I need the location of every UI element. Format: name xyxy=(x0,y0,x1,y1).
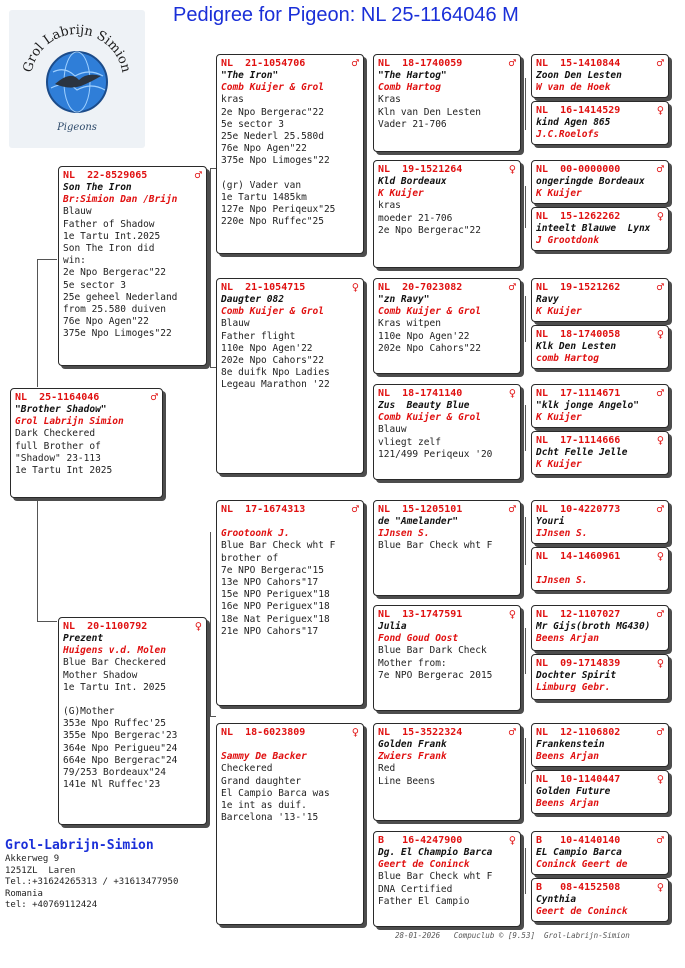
female-symbol-icon: ♀ xyxy=(656,209,664,223)
connector-line xyxy=(37,621,57,622)
pigeon-card[interactable] xyxy=(58,617,207,825)
female-symbol-icon: ♀ xyxy=(656,327,664,341)
pigeon-card[interactable] xyxy=(531,431,669,475)
female-symbol-icon: ♀ xyxy=(656,549,664,563)
owner-name: Comb Kuijer & Grol xyxy=(378,412,481,424)
connector-line xyxy=(365,550,366,654)
logo-caption: Pigeons xyxy=(57,122,97,133)
pedigree-note: 25e geheel Nederland xyxy=(63,291,178,303)
pedigree-note: Blue Bar Check wht F xyxy=(221,540,336,552)
ring-number: NL 21-1054715 xyxy=(221,282,306,293)
pigeon-name: Prezent xyxy=(63,633,104,644)
ring-number: NL 18-1740059 xyxy=(378,58,463,69)
pigeon-card[interactable] xyxy=(373,278,521,374)
pigeon-card[interactable] xyxy=(373,723,521,821)
female-symbol-icon: ♀ xyxy=(351,725,359,739)
pigeon-card[interactable] xyxy=(373,54,521,152)
pigeon-name: Frankenstein xyxy=(536,739,605,750)
pedigree-note: 202e Npo Cahors"22 xyxy=(378,342,481,354)
pedigree-note: Barcelona '13-'15 xyxy=(221,812,319,824)
male-symbol-icon: ♂ xyxy=(508,280,516,294)
pedigree-note: 1e Tartu Int. 2025 xyxy=(63,681,166,693)
owner-name: Zwiers Frank xyxy=(378,751,447,763)
pigeon-card[interactable] xyxy=(531,878,669,922)
owner-name: K Kuijer xyxy=(536,306,582,318)
ring-number: B 16-4247900 xyxy=(378,835,463,846)
male-symbol-icon: ♂ xyxy=(351,56,359,70)
female-symbol-icon: ♀ xyxy=(656,880,664,894)
owner-name: comb Hartog xyxy=(536,353,599,365)
ring-number: B 08-4152508 xyxy=(536,882,621,893)
pedigree-note: Father of Shadow xyxy=(63,218,155,230)
breeder-address xyxy=(5,838,178,912)
breeder-name: Grol-Labrijn-Simion xyxy=(5,838,154,853)
pigeon-card[interactable] xyxy=(216,278,364,474)
pedigree-note: Father flight xyxy=(221,330,296,342)
connector-line xyxy=(210,168,211,368)
pigeon-card[interactable] xyxy=(216,54,364,254)
connector-line xyxy=(37,259,38,387)
pedigree-note: full Brother of xyxy=(15,440,101,452)
pedigree-note: win: xyxy=(63,255,86,267)
pedigree-note: Vader 21-706 xyxy=(378,118,447,130)
owner-name: Geert de Coninck xyxy=(536,906,628,918)
ring-number: NL 15-3522324 xyxy=(378,727,463,738)
owner-name: Br:Simion Dan /Brijn xyxy=(63,194,178,206)
owner-name: Huigens v.d. Molen xyxy=(63,645,166,657)
owner-name: Beens Arjan xyxy=(536,798,599,810)
pigeon-card[interactable] xyxy=(531,160,669,204)
pedigree-note: 8e duifk Npo Ladies xyxy=(221,367,330,379)
pigeon-name: "The Iron" xyxy=(221,70,279,81)
pedigree-note: 1e Tartu Int 2025 xyxy=(15,465,113,477)
pedigree-note: Checkered xyxy=(221,763,273,775)
ring-number: NL 10-4220773 xyxy=(536,504,621,515)
pedigree-note: 664e Npo Bergerac"24 xyxy=(63,754,178,766)
pedigree-note: from 25.580 duiven xyxy=(63,304,166,316)
club-logo xyxy=(9,10,145,148)
pedigree-note: 110e Npo Agen'22 xyxy=(378,330,470,342)
owner-name: IJnsen S. xyxy=(536,528,588,540)
pigeon-name: Golden Frank xyxy=(378,739,447,750)
pedigree-note: El Campio Barca was xyxy=(221,787,330,799)
pedigree-note: Legeau Marathon '22 xyxy=(221,379,330,391)
owner-name: W van de Hoek xyxy=(536,82,611,94)
pedigree-note: kras xyxy=(378,200,401,212)
male-symbol-icon: ♂ xyxy=(656,725,664,739)
address-line: Tel.:+31624265313 / +31613477950 xyxy=(5,877,179,888)
connector-line xyxy=(365,108,366,208)
address-line: Romania xyxy=(5,888,43,899)
pedigree-note: 110e Npo Agen'22 xyxy=(221,342,313,354)
pigeon-name: Zoon Den Lesten xyxy=(536,70,622,81)
pigeon-name: ongeringde Bordeaux xyxy=(536,176,645,187)
pigeon-name: EL Campio Barca xyxy=(536,847,622,858)
ring-number: NL 14-1460961 xyxy=(536,551,621,562)
pigeon-name: Ravy xyxy=(536,294,559,305)
pedigree-note: 7e NPO Bergerac"15 xyxy=(221,564,324,576)
footer-credits: 28-01-2026 Compuclub © [9.53] Grol-Labrijn-Simion xyxy=(395,931,630,940)
pigeon-name: "The Hartog" xyxy=(378,70,447,81)
pedigree-note: moeder 21-706 xyxy=(378,212,453,224)
connector-line xyxy=(525,628,526,674)
pigeon-name: inteelt Blauwe Lynx xyxy=(536,223,651,234)
pedigree-note: 5e sector 3 xyxy=(63,279,126,291)
ring-number: NL 00-0000000 xyxy=(536,164,621,175)
pigeon-name: Dg. El Champio Barca xyxy=(378,847,493,858)
female-symbol-icon: ♀ xyxy=(508,386,516,400)
pigeon-name: de "Amelander" xyxy=(378,516,459,527)
connector-line xyxy=(525,78,526,130)
pedigree-note: Red xyxy=(378,763,396,775)
pedigree-note: Blue Bar Check wht F xyxy=(378,871,493,883)
connector-line xyxy=(525,405,526,451)
pigeon-card[interactable] xyxy=(531,654,669,700)
pigeon-card[interactable] xyxy=(531,500,669,544)
address-line: tel: +40769112424 xyxy=(5,900,98,911)
pigeon-card[interactable] xyxy=(531,101,669,145)
pedigree-note: vliegt zelf xyxy=(378,436,441,448)
owner-name: K Kuijer xyxy=(536,188,582,200)
owner-name: Geert de Coninck xyxy=(378,859,470,871)
pedigree-note: 15e NPO Periguex"18 xyxy=(221,589,330,601)
female-symbol-icon: ♀ xyxy=(194,619,202,633)
pedigree-note: Mother from: xyxy=(378,657,447,669)
pigeon-name xyxy=(221,516,359,528)
owner-name: J.C.Roelofs xyxy=(536,129,599,141)
male-symbol-icon: ♂ xyxy=(656,386,664,400)
owner-name: Comb Kuijer & Grol xyxy=(221,306,324,318)
pigeon-name: Dochter Spirit xyxy=(536,670,617,681)
pigeon-card[interactable] xyxy=(373,500,521,596)
pedigree-note: 364e Npo Perigueu"24 xyxy=(63,742,178,754)
connector-line xyxy=(37,490,38,622)
pigeon-name: Golden Future xyxy=(536,786,611,797)
pedigree-note: Blue Bar Dark Check xyxy=(378,645,487,657)
pigeon-name: Kld Bordeaux xyxy=(378,176,447,187)
owner-name: J Grootdonk xyxy=(536,235,599,247)
ring-number: NL 15-1262262 xyxy=(536,211,621,222)
pedigree-note: Line Beens xyxy=(378,775,436,787)
pedigree-note: 76e Npo Agen"22 xyxy=(221,143,307,155)
note-spacer xyxy=(221,168,359,180)
pigeon-card[interactable] xyxy=(531,831,669,875)
pigeon-name: "klk jonge Angelo" xyxy=(536,400,639,411)
pedigree-note: Son The Iron did xyxy=(63,243,155,255)
pedigree-note: 375e Npo Limoges"22 xyxy=(63,328,172,340)
pigeon-name: Youri xyxy=(536,516,565,527)
ring-number: NL 12-1107027 xyxy=(536,609,621,620)
female-symbol-icon: ♀ xyxy=(656,656,664,670)
pedigree-note: 18e Nat Periguex"18 xyxy=(221,613,330,625)
pigeon-card[interactable] xyxy=(531,547,669,591)
ring-number: NL 21-1054706 xyxy=(221,58,306,69)
female-symbol-icon: ♀ xyxy=(656,772,664,786)
owner-name: K Kuijer xyxy=(378,188,424,200)
connector-line xyxy=(365,770,366,876)
owner-name: IJnsen S. xyxy=(378,528,430,540)
pigeon-card[interactable] xyxy=(531,384,669,428)
pedigree-note: Kras witpen xyxy=(378,318,441,330)
pedigree-note: 76e Npo Agen"22 xyxy=(63,316,149,328)
male-symbol-icon: ♂ xyxy=(656,833,664,847)
pedigree-note: 375e Npo Limoges"22 xyxy=(221,155,330,167)
owner-name: Beens Arjan xyxy=(536,633,599,645)
male-symbol-icon: ♂ xyxy=(150,390,158,404)
ring-number: NL 17-1674313 xyxy=(221,504,306,515)
ring-number: NL 19-1521264 xyxy=(378,164,463,175)
connector-line xyxy=(365,330,366,432)
pedigree-note: Blauw xyxy=(221,318,250,330)
pedigree-note: (gr) Vader van xyxy=(221,179,302,191)
ring-number: NL 18-1741140 xyxy=(378,388,463,399)
male-symbol-icon: ♂ xyxy=(656,280,664,294)
ring-number: NL 20-1100792 xyxy=(63,621,148,632)
pigeon-name: Klk Den Lesten xyxy=(536,341,617,352)
note-spacer xyxy=(63,694,202,706)
pedigree-note: Mother Shadow xyxy=(63,669,138,681)
ring-number: NL 17-1114666 xyxy=(536,435,621,446)
pedigree-note: Dark Checkered xyxy=(15,428,96,440)
pedigree-note: 21e NPO Cahors"17 xyxy=(221,625,319,637)
male-symbol-icon: ♂ xyxy=(351,502,359,516)
ring-number: NL 17-1114671 xyxy=(536,388,621,399)
address-line: Akkerweg 9 xyxy=(5,854,60,864)
male-symbol-icon: ♂ xyxy=(508,502,516,516)
male-symbol-icon: ♂ xyxy=(508,56,516,70)
owner-name: Limburg Gebr. xyxy=(536,682,611,694)
pigeon-card[interactable] xyxy=(373,384,521,480)
owner-name: K Kuijer xyxy=(536,412,582,424)
pigeon-card[interactable] xyxy=(216,723,364,925)
pigeon-card[interactable] xyxy=(531,325,669,369)
ring-number: NL 12-1106802 xyxy=(536,727,621,738)
pedigree-note: 220e Npo Ruffec"25 xyxy=(221,216,324,228)
female-symbol-icon: ♀ xyxy=(656,103,664,117)
pigeon-card[interactable] xyxy=(373,605,521,711)
pedigree-note: kras xyxy=(221,94,244,106)
connector-line xyxy=(525,848,526,894)
pedigree-note: Grand daughter xyxy=(221,775,302,787)
pigeon-name: "Brother Shadow" xyxy=(15,404,107,415)
logo-arc-text: Grol Labrijn Simion xyxy=(20,22,134,75)
pigeon-name: Cynthia xyxy=(536,894,577,905)
connector-line xyxy=(525,186,526,228)
pigeon-name: Dcht Felle Jelle xyxy=(536,447,628,458)
connector-line xyxy=(525,296,526,342)
pedigree-note: Blue Bar Checkered xyxy=(63,657,166,669)
owner-name: Grol Labrijn Simion xyxy=(15,416,124,428)
female-symbol-icon: ♀ xyxy=(351,280,359,294)
pigeon-card[interactable] xyxy=(373,160,521,268)
ring-number: NL 15-1205101 xyxy=(378,504,463,515)
pigeon-card[interactable] xyxy=(531,605,669,651)
pigeon-name xyxy=(536,563,664,575)
male-symbol-icon: ♂ xyxy=(656,56,664,70)
pigeon-name: Daugter 082 xyxy=(221,294,284,305)
pedigree-note: DNA Certified xyxy=(378,883,453,895)
pigeon-card[interactable] xyxy=(531,770,669,814)
pigeon-card[interactable] xyxy=(531,278,669,322)
female-symbol-icon: ♀ xyxy=(656,433,664,447)
pedigree-note: 355e Npo Bergerac'23 xyxy=(63,730,178,742)
pedigree-note: 2e Npo Bergerac"22 xyxy=(378,224,481,236)
pedigree-note: 16e NPO Periguex"18 xyxy=(221,601,330,613)
pigeon-name: "zn Ravy" xyxy=(378,294,430,305)
ring-number: B 10-4140140 xyxy=(536,835,621,846)
ring-number: NL 09-1714839 xyxy=(536,658,621,669)
female-symbol-icon: ♀ xyxy=(508,607,516,621)
connector-line xyxy=(525,517,526,565)
pedigree-note: (G)Mother xyxy=(63,706,115,718)
pedigree-note: brother of xyxy=(221,552,279,564)
ring-number: NL 19-1521262 xyxy=(536,282,621,293)
female-symbol-icon: ♀ xyxy=(508,833,516,847)
male-symbol-icon: ♂ xyxy=(656,162,664,176)
connector-line xyxy=(37,259,57,260)
owner-name: Coninck Geert de xyxy=(536,859,628,871)
connector-line xyxy=(210,716,216,717)
pedigree-note: Blauw xyxy=(378,424,407,436)
ring-number: NL 18-6023809 xyxy=(221,727,306,738)
pigeon-card[interactable] xyxy=(373,831,521,927)
female-symbol-icon: ♀ xyxy=(508,162,516,176)
pedigree-note: "Shadow" 23-113 xyxy=(15,452,101,464)
ring-number: NL 25-1164046 xyxy=(15,392,100,403)
address-line: 1251ZL Laren xyxy=(5,865,76,876)
pedigree-note: Father El Campio xyxy=(378,895,470,907)
owner-name: K Kuijer xyxy=(536,459,582,471)
ring-number: NL 22-8529065 xyxy=(63,170,148,181)
male-symbol-icon: ♂ xyxy=(656,502,664,516)
owner-name: Fond Goud Oost xyxy=(378,633,459,645)
page-title: Pedigree for Pigeon: NL 25-1164046 M xyxy=(173,4,519,26)
ring-number: NL 16-1414529 xyxy=(536,105,621,116)
ring-number: NL 18-1740058 xyxy=(536,329,621,340)
ring-number: NL 20-7023082 xyxy=(378,282,463,293)
male-symbol-icon: ♂ xyxy=(194,168,202,182)
connector-line xyxy=(210,532,211,717)
pigeon-card[interactable] xyxy=(531,54,669,98)
pedigree-note: Kras xyxy=(378,94,401,106)
pedigree-note: 141e Nl Ruffec'23 xyxy=(63,779,161,791)
pedigree-note: 127e Npo Periqeux"25 xyxy=(221,204,336,216)
pedigree-note: 121/499 Periqeux '20 xyxy=(378,448,493,460)
male-symbol-icon: ♂ xyxy=(656,607,664,621)
pigeon-name xyxy=(221,739,359,751)
pigeon-name: Son The Iron xyxy=(63,182,132,193)
pedigree-note: 1e int as duif. xyxy=(221,800,307,812)
pedigree-note: Blue Bar Check wht F xyxy=(378,540,493,552)
connector-line xyxy=(525,738,526,784)
pigeon-card[interactable] xyxy=(58,166,207,366)
pigeon-name: kind Agen 865 xyxy=(536,117,611,128)
pedigree-note: 25e Nederl 25.580d xyxy=(221,131,324,143)
owner-name: IJnsen S. xyxy=(536,575,588,587)
owner-name: Comb Hartog xyxy=(378,82,441,94)
pigeon-card[interactable] xyxy=(216,500,364,706)
pedigree-note: 1e Tartu Int.2025 xyxy=(63,230,161,242)
pigeon-name: Mr Gijs(broth MG430) xyxy=(536,621,651,632)
pedigree-note: 5e sector 3 xyxy=(221,118,284,130)
pigeon-card[interactable] xyxy=(531,207,669,251)
ring-number: NL 13-1747591 xyxy=(378,609,463,620)
owner-name: Comb Kuijer & Grol xyxy=(221,82,324,94)
owner-name: Comb Kuijer & Grol xyxy=(378,306,481,318)
pedigree-note: 7e NPO Bergerac 2015 xyxy=(378,669,493,681)
pedigree-note: 353e Npo Ruffec'25 xyxy=(63,718,166,730)
pedigree-note: 2e Npo Bergerac"22 xyxy=(221,106,324,118)
pigeon-name: Zus Beauty Blue xyxy=(378,400,470,411)
pedigree-note: 2e Npo Bergerac"22 xyxy=(63,267,166,279)
owner-name: Grootoonk J. xyxy=(221,528,290,540)
owner-name: Beens Arjan xyxy=(536,751,599,763)
ring-number: NL 15-1410844 xyxy=(536,58,621,69)
pedigree-note: 13e NPO Cahors"17 xyxy=(221,577,319,589)
owner-name: Sammy De Backer xyxy=(221,751,307,763)
pedigree-note: 202e Npo Cahors"22 xyxy=(221,355,324,367)
pigeon-card[interactable] xyxy=(531,723,669,767)
pedigree-note: Blauw xyxy=(63,206,92,218)
pigeon-name: Julia xyxy=(378,621,407,632)
pedigree-note: 79/253 Bordeaux"24 xyxy=(63,767,166,779)
pedigree-note: Kln van Den Lesten xyxy=(378,106,481,118)
ring-number: NL 10-1140447 xyxy=(536,774,621,785)
pigeon-card[interactable] xyxy=(10,388,163,498)
male-symbol-icon: ♂ xyxy=(508,725,516,739)
pedigree-note: 1e Tartu 1485km xyxy=(221,191,307,203)
